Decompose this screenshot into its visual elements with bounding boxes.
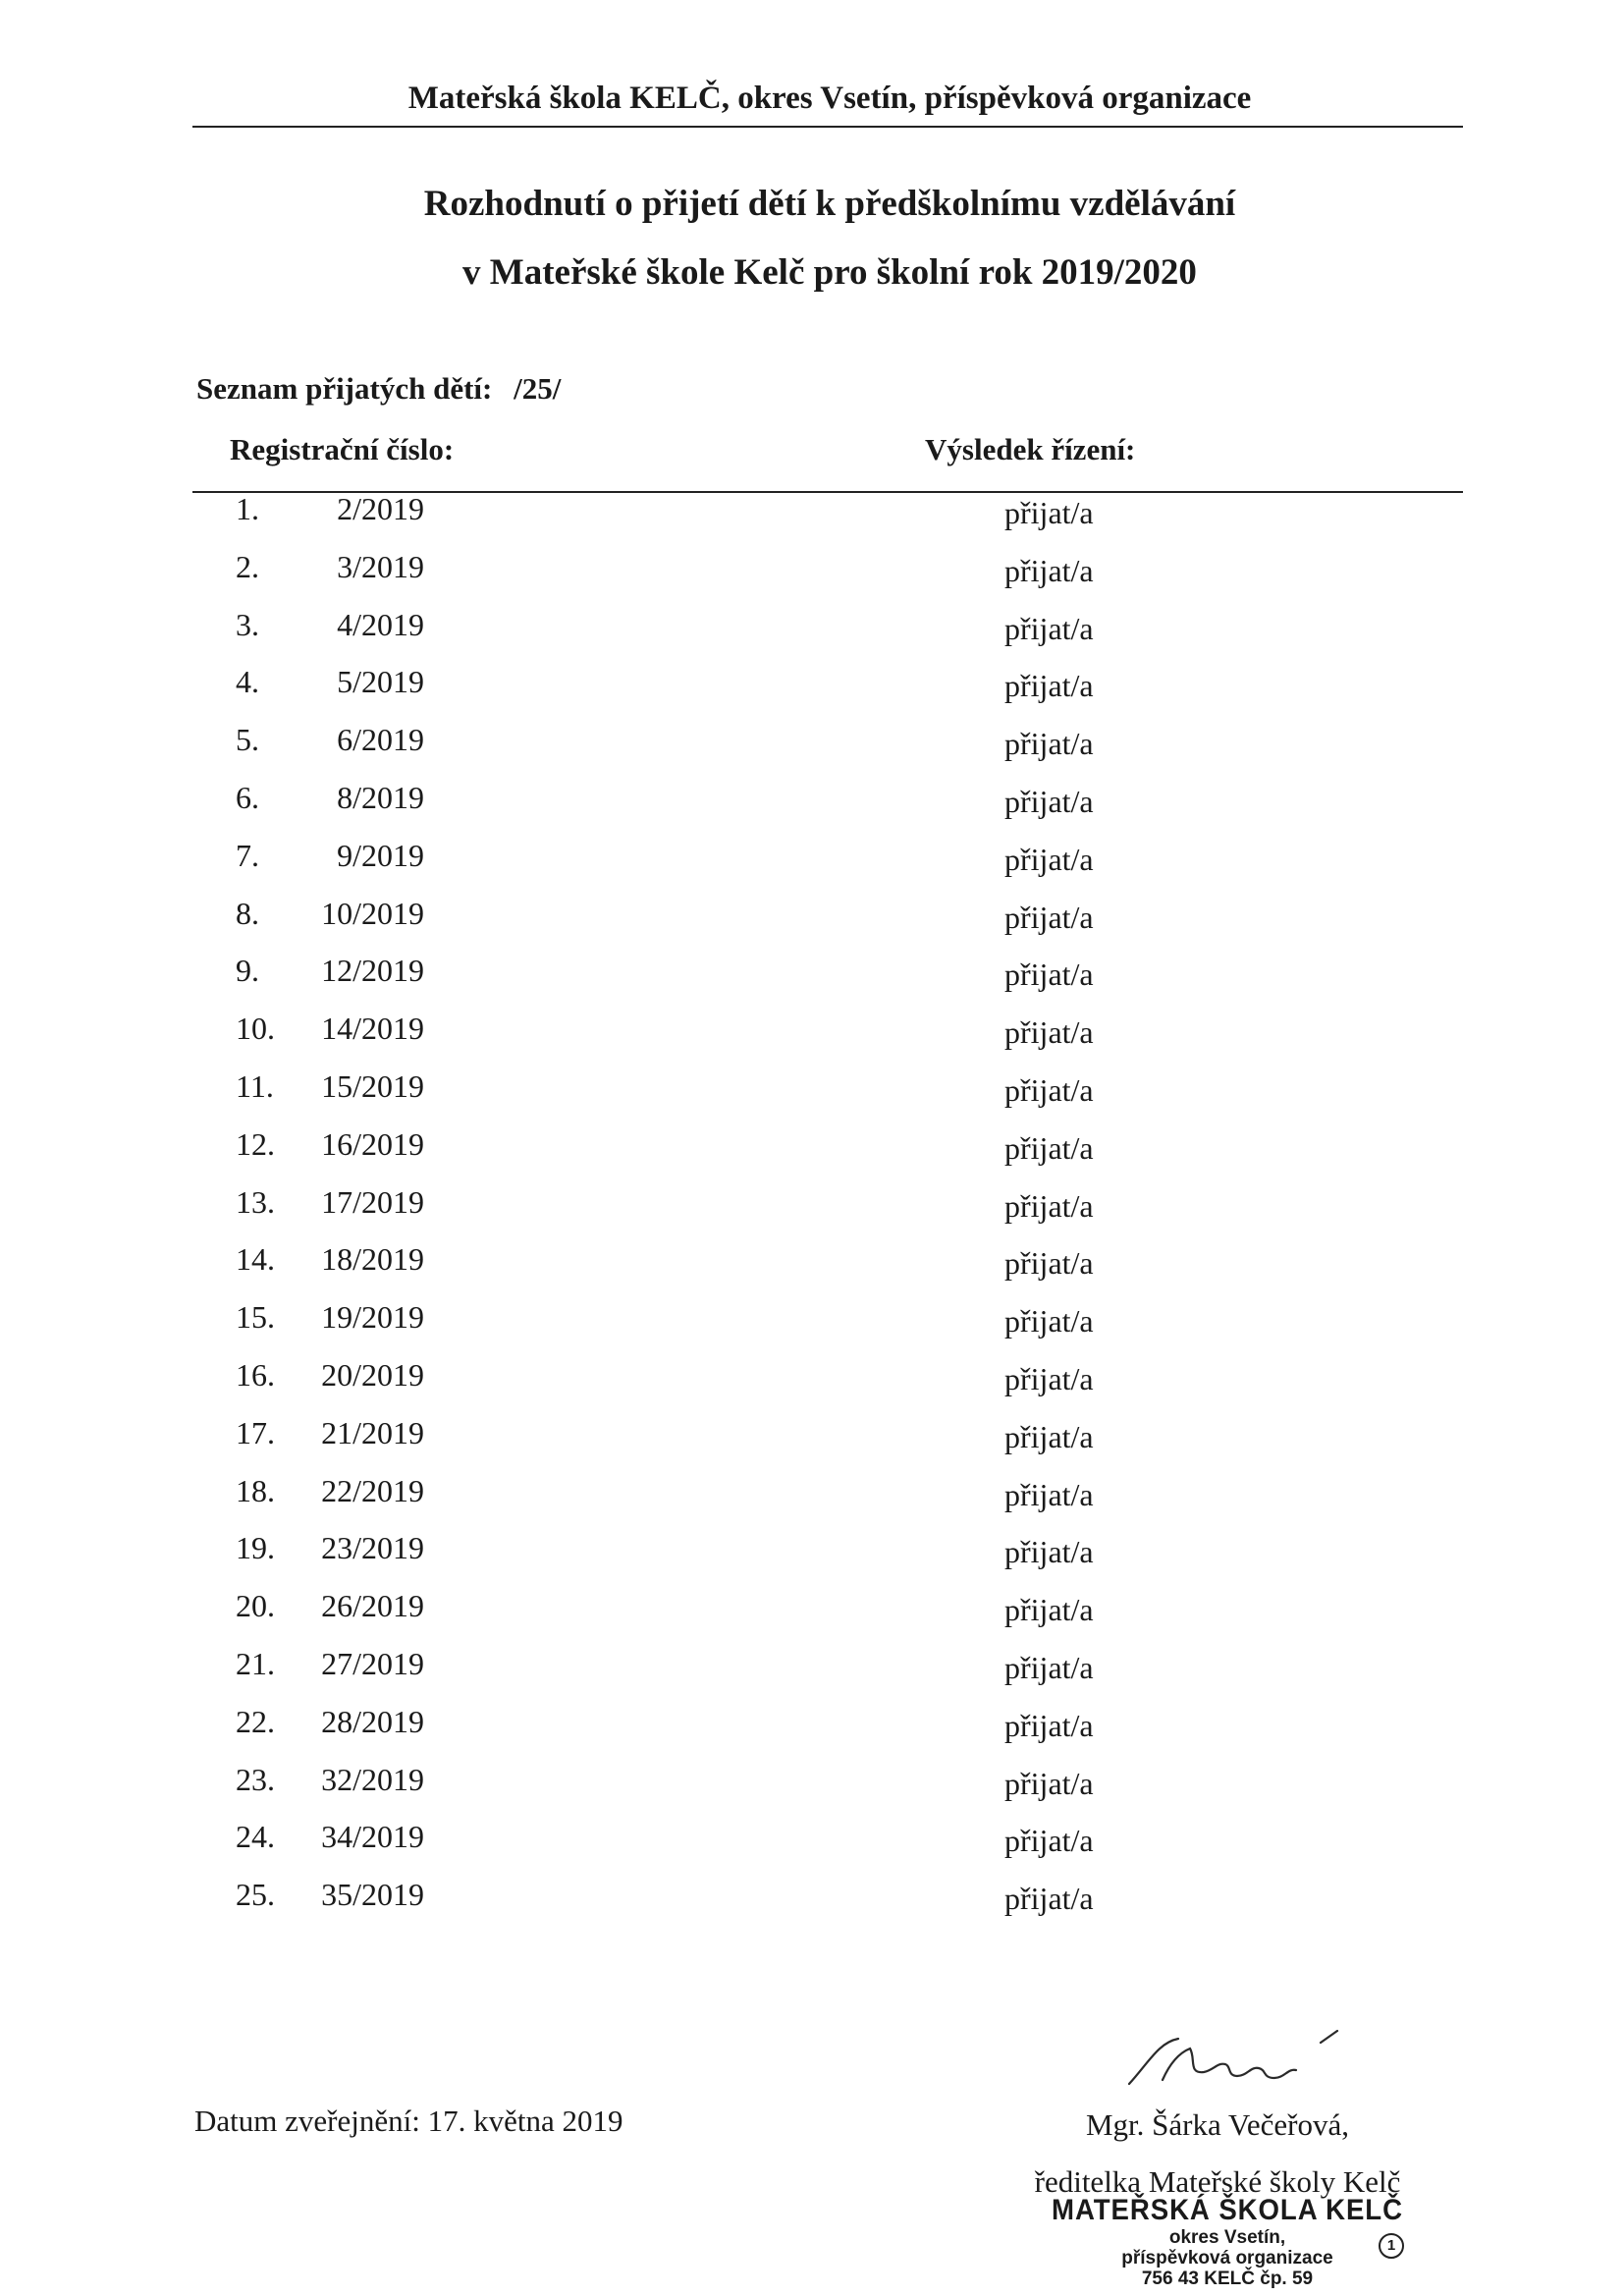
table-row (0, 1530, 1624, 1588)
document-title-line1: Rozhodnutí o přijetí dětí k předškolnímu vzdělávání (423, 184, 1236, 224)
registration-number: 6/2019 (337, 722, 424, 758)
row-number: 25. (236, 1877, 275, 1913)
table-row (0, 491, 1624, 549)
list-heading (196, 371, 561, 407)
registration-number: 27/2019 (321, 1646, 424, 1681)
admission-result: přijat/a (1004, 1707, 1094, 1743)
registration-number: 2/2019 (337, 491, 424, 526)
table-row (0, 607, 1624, 665)
registration-number: 34/2019 (321, 1819, 424, 1855)
registration-number: 3/2019 (337, 548, 424, 584)
table-row (0, 722, 1624, 780)
admission-result: přijat/a (1004, 1418, 1094, 1454)
signatory-role: ředitelka Mateřské školy Kelč (1034, 2164, 1401, 2199)
registration-number: 18/2019 (321, 1241, 424, 1278)
table-row (0, 1068, 1624, 1126)
signature-image (1119, 2023, 1375, 2102)
row-number: 10. (236, 1011, 275, 1047)
registration-number: 35/2019 (321, 1877, 424, 1913)
row-number: 12. (236, 1125, 275, 1162)
row-number: 18. (236, 1472, 275, 1508)
table-row (0, 953, 1624, 1011)
row-number: 13. (236, 1183, 275, 1220)
row-number: 3. (236, 606, 259, 642)
registration-number: 17/2019 (321, 1183, 424, 1220)
row-number: 20. (236, 1588, 275, 1624)
registration-number: 4/2019 (337, 606, 424, 642)
row-number: 19. (236, 1530, 275, 1566)
publication-date: Datum zveřejnění: 17. května 2019 (194, 2104, 623, 2138)
column-header-registration: Registrační číslo: (230, 432, 455, 466)
registration-number: 12/2019 (321, 953, 424, 989)
document-title-line2: v Mateřské škole Kelč pro školní rok 2019/2020 (462, 252, 1197, 293)
table-row (0, 549, 1624, 607)
row-number: 9. (236, 953, 259, 989)
row-number: 2. (236, 548, 259, 584)
registration-number: 21/2019 (321, 1414, 424, 1450)
admission-result: přijat/a (1004, 1014, 1094, 1051)
registration-number: 23/2019 (321, 1530, 424, 1566)
table-row (0, 1184, 1624, 1242)
row-number: 7. (236, 837, 259, 873)
admission-result: přijat/a (1004, 726, 1094, 762)
admission-result: přijat/a (1004, 1187, 1094, 1224)
registration-number: 10/2019 (321, 895, 424, 931)
admission-result: přijat/a (1004, 841, 1094, 877)
admission-result: přijat/a (1004, 899, 1094, 935)
stamp-line-2: příspěvková organizace (1121, 2248, 1333, 2269)
table-row (0, 1011, 1624, 1068)
table-row (0, 838, 1624, 896)
school-stamp (1011, 2194, 1443, 2296)
row-number: 14. (236, 1241, 275, 1278)
registration-number: 5/2019 (337, 664, 424, 700)
list-heading-label: Seznam přijatých dětí: (196, 371, 493, 406)
admission-result: přijat/a (1004, 668, 1094, 704)
row-number: 24. (236, 1819, 275, 1855)
header-divider (192, 126, 1463, 128)
row-number: 17. (236, 1414, 275, 1450)
organization-header: Mateřská škola KELČ, okres Vsetín, příspěvková organizace (407, 81, 1252, 116)
table-row (0, 1819, 1624, 1877)
registration-number: 8/2019 (337, 780, 424, 815)
admission-result: přijat/a (1004, 495, 1094, 530)
row-number: 4. (236, 664, 259, 700)
row-number: 1. (236, 491, 259, 526)
registration-number: 15/2019 (321, 1068, 424, 1104)
admission-result: přijat/a (1004, 552, 1094, 588)
registration-number: 14/2019 (321, 1011, 424, 1047)
row-number: 8. (236, 895, 259, 931)
registration-number: 19/2019 (321, 1299, 424, 1336)
table-row (0, 1357, 1624, 1415)
admission-result: přijat/a (1004, 610, 1094, 646)
signatory-name: Mgr. Šárka Večeřová, (1085, 2107, 1349, 2142)
admission-result: přijat/a (1004, 1823, 1094, 1859)
admission-result: přijat/a (1004, 1765, 1094, 1801)
registration-number: 32/2019 (321, 1761, 424, 1797)
table-row (0, 1762, 1624, 1820)
row-number: 6. (236, 780, 259, 815)
admission-result: přijat/a (1004, 1592, 1094, 1628)
table-row (0, 1241, 1624, 1299)
stamp-line-1: okres Vsetín, (1168, 2227, 1286, 2248)
table-row (0, 896, 1624, 954)
column-header-result: Výsledek řízení: (925, 432, 1136, 466)
admission-result: přijat/a (1004, 1650, 1094, 1685)
table-row (0, 1877, 1624, 1935)
table-row (0, 1126, 1624, 1184)
table-row (0, 1299, 1624, 1357)
admission-result: přijat/a (1004, 1129, 1094, 1166)
table-row (0, 1704, 1624, 1762)
table-row (0, 664, 1624, 722)
stamp-line-3: 756 43 KELČ čp. 59 (1141, 2269, 1314, 2289)
admission-result: přijat/a (1004, 1476, 1094, 1512)
registration-number: 16/2019 (321, 1125, 424, 1162)
admission-result: přijat/a (1004, 1072, 1094, 1108)
admission-result: přijat/a (1004, 957, 1094, 993)
row-number: 11. (236, 1068, 274, 1104)
table-row (0, 1415, 1624, 1473)
row-number: 5. (236, 722, 259, 758)
row-number: 16. (236, 1357, 275, 1393)
admission-result: přijat/a (1004, 1303, 1094, 1339)
registration-number: 20/2019 (321, 1357, 424, 1393)
registration-number: 28/2019 (321, 1703, 424, 1739)
stamp-title: MATEŘSKÁ ŠKOLA KELČ (1052, 2194, 1403, 2226)
row-number: 15. (236, 1299, 275, 1336)
table-row (0, 1588, 1624, 1646)
registration-number: 26/2019 (321, 1588, 424, 1624)
admission-result: přijat/a (1004, 1881, 1094, 1917)
list-count: /25/ (514, 371, 562, 406)
table-row (0, 780, 1624, 838)
admission-result: přijat/a (1004, 1361, 1094, 1396)
stamp-mark: 1 (1379, 2233, 1404, 2259)
registration-number: 9/2019 (337, 837, 424, 873)
row-number: 22. (236, 1703, 275, 1739)
admission-result: přijat/a (1004, 1534, 1094, 1570)
registration-number: 22/2019 (321, 1472, 424, 1508)
table-row (0, 1646, 1624, 1704)
admission-result: přijat/a (1004, 1245, 1094, 1282)
admission-result: přijat/a (1004, 784, 1094, 819)
table-row (0, 1473, 1624, 1531)
row-number: 21. (236, 1646, 275, 1681)
row-number: 23. (236, 1761, 275, 1797)
